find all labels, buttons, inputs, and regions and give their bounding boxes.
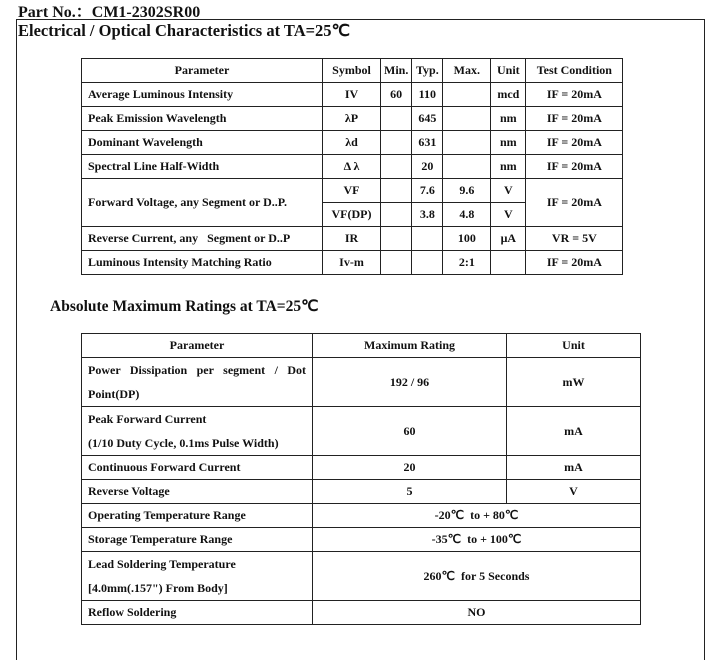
cell: λd — [323, 131, 381, 155]
col-condition: Test Condition — [526, 59, 623, 83]
absolute-title: Absolute Maximum Ratings at TA=25℃ — [50, 298, 319, 315]
cell-line: Peak Forward Current — [88, 412, 207, 426]
col-min: Min. — [381, 59, 412, 83]
cell: IF = 20mA — [526, 83, 623, 107]
cell-line: [4.0mm(.157") From Body] — [88, 581, 228, 595]
table-row — [82, 227, 623, 251]
table-row — [82, 179, 623, 203]
cell: 631 — [412, 131, 443, 155]
cell: Reverse Voltage — [82, 480, 313, 504]
cell: Storage Temperature Range — [82, 528, 313, 552]
cell — [443, 155, 491, 179]
cell: mW — [507, 358, 641, 407]
cell: 9.6 — [443, 179, 491, 203]
cell: IF = 20mA — [526, 131, 623, 155]
cell: Continuous Forward Current — [82, 456, 313, 480]
table-row — [82, 601, 641, 625]
cell: IF = 20mA — [526, 107, 623, 131]
cell: 20 — [313, 456, 507, 480]
col-rating: Maximum Rating — [313, 334, 507, 358]
table-header — [82, 59, 623, 83]
cell: Δ λ — [323, 155, 381, 179]
table-row — [82, 504, 641, 528]
cell: 4.8 — [443, 203, 491, 227]
cell — [443, 107, 491, 131]
cell: 7.6 — [412, 179, 443, 203]
cell — [381, 155, 412, 179]
table-row — [82, 83, 623, 107]
cell: 100 — [443, 227, 491, 251]
table-row — [82, 552, 641, 601]
cell: 60 — [381, 83, 412, 107]
cell: VF — [323, 179, 381, 203]
table-row — [82, 480, 641, 504]
cell: VR = 5V — [526, 227, 623, 251]
table-row — [82, 155, 623, 179]
cell: 5 — [313, 480, 507, 504]
cell: 60 — [313, 407, 507, 456]
col-parameter: Parameter — [82, 334, 313, 358]
cell — [412, 227, 443, 251]
cell — [381, 107, 412, 131]
cell: mcd — [491, 83, 526, 107]
cell: IF = 20mA — [526, 155, 623, 179]
cell: 260℃ for 5 Seconds — [313, 552, 641, 601]
cell — [381, 179, 412, 203]
col-symbol: Symbol — [323, 59, 381, 83]
cell: Power Dissipation per segment / Dot Point(DP) — [82, 358, 313, 407]
cell: nm — [491, 107, 526, 131]
absolute-table — [81, 333, 641, 625]
cell: IF = 20mA — [526, 251, 623, 275]
cell: Iv-m — [323, 251, 381, 275]
cell — [412, 251, 443, 275]
table-header — [82, 334, 641, 358]
cell: Luminous Intensity Matching Ratio — [82, 251, 323, 275]
cell: nm — [491, 155, 526, 179]
table-row — [82, 528, 641, 552]
cell — [443, 83, 491, 107]
cell: V — [507, 480, 641, 504]
table-row — [82, 358, 641, 407]
cell: Dominant Wavelength — [82, 131, 323, 155]
col-unit: Unit — [491, 59, 526, 83]
table-row — [82, 456, 641, 480]
table-row — [82, 251, 623, 275]
cell — [82, 407, 313, 456]
cell: mA — [507, 407, 641, 456]
cell: 645 — [412, 107, 443, 131]
cell: λP — [323, 107, 381, 131]
cell-line: (1/10 Duty Cycle, 0.1ms Pulse Width) — [88, 436, 279, 450]
cell: IV — [323, 83, 381, 107]
cell: Average Luminous Intensity — [82, 83, 323, 107]
cell: -20℃ to + 80℃ — [313, 504, 641, 528]
cell: -35℃ to + 100℃ — [313, 528, 641, 552]
cell: 2:1 — [443, 251, 491, 275]
cell — [491, 251, 526, 275]
col-max: Max. — [443, 59, 491, 83]
cell: V — [491, 203, 526, 227]
table-row — [82, 131, 623, 155]
col-parameter: Parameter — [82, 59, 323, 83]
col-unit: Unit — [507, 334, 641, 358]
cell: Peak Emission Wavelength — [82, 107, 323, 131]
cell — [381, 203, 412, 227]
cell: Forward Voltage, any Segment or D..P. — [82, 179, 323, 227]
cell: Reverse Current, any Segment or D..P — [82, 227, 323, 251]
col-typ: Typ. — [412, 59, 443, 83]
cell: VF(DP) — [323, 203, 381, 227]
cell: nm — [491, 131, 526, 155]
cell: IF = 20mA — [526, 179, 623, 227]
cell — [443, 131, 491, 155]
cell: 110 — [412, 83, 443, 107]
table-row — [82, 407, 641, 456]
cell: V — [491, 179, 526, 203]
cell: 3.8 — [412, 203, 443, 227]
cell — [381, 131, 412, 155]
cell: 20 — [412, 155, 443, 179]
cell: Operating Temperature Range — [82, 504, 313, 528]
cell — [82, 552, 313, 601]
cell: 192 / 96 — [313, 358, 507, 407]
cell: NO — [313, 601, 641, 625]
electrical-title: Electrical / Optical Characteristics at TA=25℃ — [18, 21, 351, 40]
cell: Spectral Line Half-Width — [82, 155, 323, 179]
cell — [381, 251, 412, 275]
cell: Reflow Soldering — [82, 601, 313, 625]
cell — [381, 227, 412, 251]
part-number: Part No.：CM1-2302SR00 — [18, 4, 201, 21]
cell: IR — [323, 227, 381, 251]
table-row — [82, 107, 623, 131]
cell-line: Lead Soldering Temperature — [88, 557, 236, 571]
cell: mA — [507, 456, 641, 480]
cell: μA — [491, 227, 526, 251]
electrical-table — [81, 58, 623, 275]
